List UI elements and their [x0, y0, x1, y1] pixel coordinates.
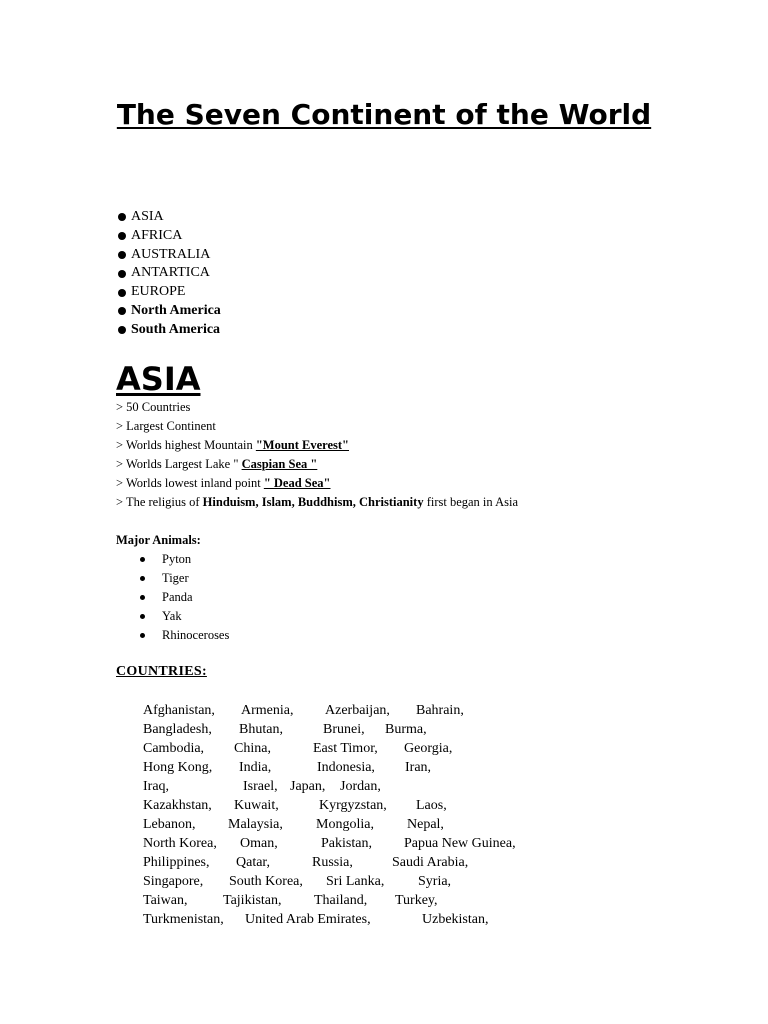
country-name: Singapore, — [143, 874, 204, 889]
country-name: Mongolia, — [316, 817, 374, 832]
country-name: Brunei, — [323, 722, 365, 737]
country-row — [143, 758, 516, 777]
country-name: Uzbekistan, — [422, 912, 489, 927]
country-name: Lebanon, — [143, 817, 196, 832]
country-name: Turkmenistan, — [143, 912, 224, 927]
continent-item: AFRICA — [117, 227, 221, 246]
country-row — [143, 777, 516, 796]
animal-item: Pyton — [140, 550, 229, 569]
country-name: Sri Lanka, — [326, 874, 385, 889]
country-name: India, — [239, 760, 272, 775]
country-name: Tajikistan, — [223, 893, 282, 908]
bullet-icon — [118, 251, 126, 259]
country-name: Kuwait, — [234, 798, 279, 813]
country-name: Bangladesh, — [143, 722, 212, 737]
country-row — [143, 872, 516, 891]
country-name: Japan, — [290, 779, 326, 794]
country-name: Iraq, — [143, 779, 170, 794]
bullet-icon — [140, 633, 145, 638]
animal-item: Yak — [140, 607, 229, 626]
country-name: Burma, — [385, 722, 427, 737]
country-name: Malaysia, — [228, 817, 283, 832]
country-row — [143, 815, 516, 834]
fact-item: > The religius of Hinduism, Islam, Buddhism, Christianity first began in Asia — [116, 495, 519, 509]
countries-list — [143, 701, 516, 929]
country-row — [143, 720, 516, 739]
fact-item: > Worlds highest Mountain "Mount Everest" — [116, 438, 349, 452]
highlight-text: Hinduism, Islam, Buddhism, Christianity — [202, 495, 424, 509]
country-name: Pakistan, — [321, 836, 372, 851]
bullet-icon — [140, 614, 145, 619]
fact-item: > Largest Continent — [116, 419, 216, 433]
country-name: Cambodia, — [143, 741, 205, 756]
bullet-icon — [140, 557, 145, 562]
country-name: South Korea, — [229, 874, 303, 889]
country-name: Laos, — [416, 798, 447, 813]
country-name: Kazakhstan, — [143, 798, 212, 813]
continent-list — [117, 208, 221, 340]
country-name: Philippines, — [143, 855, 210, 870]
highlight-text: "Mount Everest" — [255, 438, 349, 452]
bullet-icon — [118, 326, 126, 334]
country-row — [143, 796, 516, 815]
continent-item: AUSTRALIA — [117, 246, 221, 265]
country-name: Hong Kong, — [143, 760, 213, 775]
country-name: Georgia, — [404, 741, 453, 756]
continent-item: ANTARTICA — [117, 264, 221, 283]
country-name: Azerbaijan, — [325, 703, 390, 718]
bullet-icon — [118, 213, 126, 221]
country-name: Afghanistan, — [143, 703, 215, 718]
bullet-icon — [118, 307, 126, 315]
continent-item: South America — [117, 321, 221, 340]
countries-label: COUNTRIES: — [116, 664, 207, 679]
country-name: Papua New Guinea, — [404, 836, 516, 851]
country-name: Taiwan, — [143, 893, 188, 908]
country-name: United Arab Emirates, — [245, 912, 371, 927]
continent-item: ASIA — [117, 208, 221, 227]
country-name: East Timor, — [313, 741, 378, 756]
country-name: Israel, — [243, 779, 278, 794]
fact-item: > 50 Countries — [116, 400, 191, 414]
country-name: North Korea, — [143, 836, 217, 851]
bullet-icon — [118, 270, 126, 278]
asia-facts — [116, 398, 518, 512]
animal-item: Tiger — [140, 569, 229, 588]
fact-item: > Worlds lowest inland point " Dead Sea" — [116, 476, 331, 490]
country-name: Iran, — [405, 760, 432, 775]
country-row — [143, 853, 516, 872]
country-name: Turkey, — [395, 893, 438, 908]
country-row — [143, 910, 516, 929]
bullet-icon — [118, 232, 126, 240]
country-name: Syria, — [418, 874, 452, 889]
country-name: Bahrain, — [416, 703, 464, 718]
country-row — [143, 891, 516, 910]
country-row — [143, 701, 516, 720]
country-name: Bhutan, — [239, 722, 283, 737]
country-name: Kyrgyzstan, — [319, 798, 387, 813]
bullet-icon — [118, 289, 126, 297]
country-name: Qatar, — [236, 855, 271, 870]
continent-item: North America — [117, 302, 221, 321]
page-title: The Seven Continent of the World — [116, 98, 652, 131]
continent-item: EUROPE — [117, 283, 221, 302]
section-heading-asia: ASIA — [116, 360, 201, 398]
animals-label: Major Animals: — [116, 533, 201, 547]
bullet-icon — [140, 595, 145, 600]
animals-list — [140, 550, 229, 645]
country-name: China, — [234, 741, 271, 756]
country-name: Oman, — [240, 836, 278, 851]
bullet-icon — [140, 576, 145, 581]
animal-item: Rhinoceroses — [140, 626, 229, 645]
highlight-text: " Dead Sea" — [263, 476, 331, 490]
country-name: Saudi Arabia, — [392, 855, 469, 870]
country-name: Jordan, — [340, 779, 381, 794]
country-name: Armenia, — [241, 703, 294, 718]
country-row — [143, 739, 516, 758]
country-name: Russia, — [312, 855, 353, 870]
country-row — [143, 834, 516, 853]
fact-item: > Worlds Largest Lake " Caspian Sea " — [116, 457, 318, 471]
country-name: Nepal, — [407, 817, 444, 832]
animal-item: Panda — [140, 588, 229, 607]
highlight-text: Caspian Sea " — [241, 457, 318, 471]
country-name: Thailand, — [314, 893, 368, 908]
country-name: Indonesia, — [317, 760, 375, 775]
